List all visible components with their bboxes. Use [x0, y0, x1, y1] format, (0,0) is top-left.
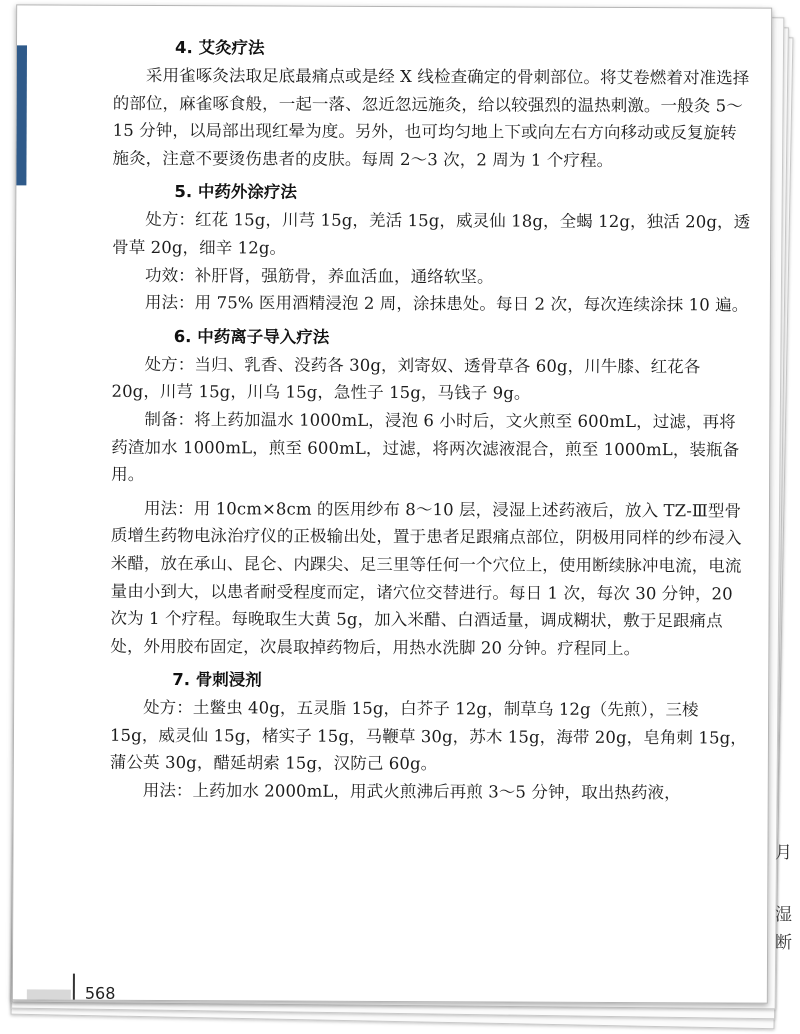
paragraph: 制备：将上药加温水 1000mL，浸泡 6 小时后，文火煎至 600mL，过滤，再将药渣加水 1000mL，煎至 600mL，过滤，将两次滤液混合，煎至 1000mL，装瓶备用。 — [111, 409, 740, 485]
page-number: 568 — [84, 983, 116, 1003]
section-heading: 7. 骨刺浸剂 — [172, 670, 262, 690]
paragraph: 用法：用 75% 医用酒精浸泡 2 周，涂抹患处。每日 2 次，每次连续涂抹 10 遍。 — [144, 293, 749, 315]
section-heading: 6. 中药离子导入疗法 — [173, 326, 330, 347]
page-edge-tab — [14, 45, 27, 185]
paragraph: 处方：红花 15g，川芎 15g，羌活 15g，威灵仙 18g，全蝎 12g，独活 20g，透骨草 20g，细辛 12g。 — [112, 210, 751, 258]
page-content — [110, 34, 753, 807]
section-heading: 4. 艾灸疗法 — [174, 38, 265, 58]
paragraph: 处方：土鳖虫 40g，五灵脂 15g，白芥子 12g，制草乌 12g（先煎），三棱 15g，威灵仙 15g，楮实子 15g，马鞭草 30g，苏木 15g，海带 20g，皂角刺 15g，蒲公英 30g，醋延胡索 15g，汉防己 60g。 — [109, 698, 747, 774]
underlying-page-fragment: 断 — [775, 933, 792, 953]
underlying-page-fragment: 湿 — [775, 905, 792, 925]
underlying-page-fragment: 月 — [775, 843, 792, 863]
book-page — [12, 4, 772, 1003]
paragraph: 用法：用 10cm×8cm 的医用纱布 8～10 层，浸湿上述药液后，放入 TZ-Ⅲ型骨质增生药物电泳治疗仪的正极输出处，置于患者足跟痛点部位，阴极用同样的纱布浸入米醋，放在承山、昆仑、内踝尖、足三里等任何一个穴位上，使用断续脉冲电流，电流量由小到大，以患者耐受程度而定，诸穴位交替进行。每日 1 次，每次 30 分钟，20 次为 1 个疗程。每晚取生大黄 5g，加入米醋、白酒适量，调成糊状，敷于足跟痛点处，外用胶布固定，次晨取掉药物后，用热水洗脚 20 分钟。疗程同上。 — [110, 498, 742, 658]
section-heading: 5. 中药外涂疗法 — [174, 182, 297, 202]
footer-rule — [73, 974, 75, 1002]
paragraph: 采用雀啄灸法取足底最痛点或是经 X 线检查确定的骨刺部位。将艾卷燃着对准选择的部位，麻雀啄食般，一起一落、忽近忽远施灸，给以较强烈的温热刺激。一般灸 5～15 分钟，以局部出现红晕为度。另外，也可均匀地上下或向左右方向移动或反复旋转施灸，注意不要烫伤患者的皮肤。每周 2～3 次，2 周为 1 个疗程。 — [112, 65, 750, 170]
paragraph: 功效：补肝肾，强筋骨，养血活血，通络软坚。 — [144, 265, 494, 287]
paragraph: 用法：上药加水 2000mL，用武火煎沸后再煎 3～5 分钟，取出热药液， — [142, 780, 681, 803]
paragraph: 处方：当归、乳香、没药各 30g，刘寄奴、透骨草各 60g，川牛膝、红花各 20g，川芎 15g，川乌 15g，急性子 15g，马钱子 9g。 — [111, 354, 701, 403]
